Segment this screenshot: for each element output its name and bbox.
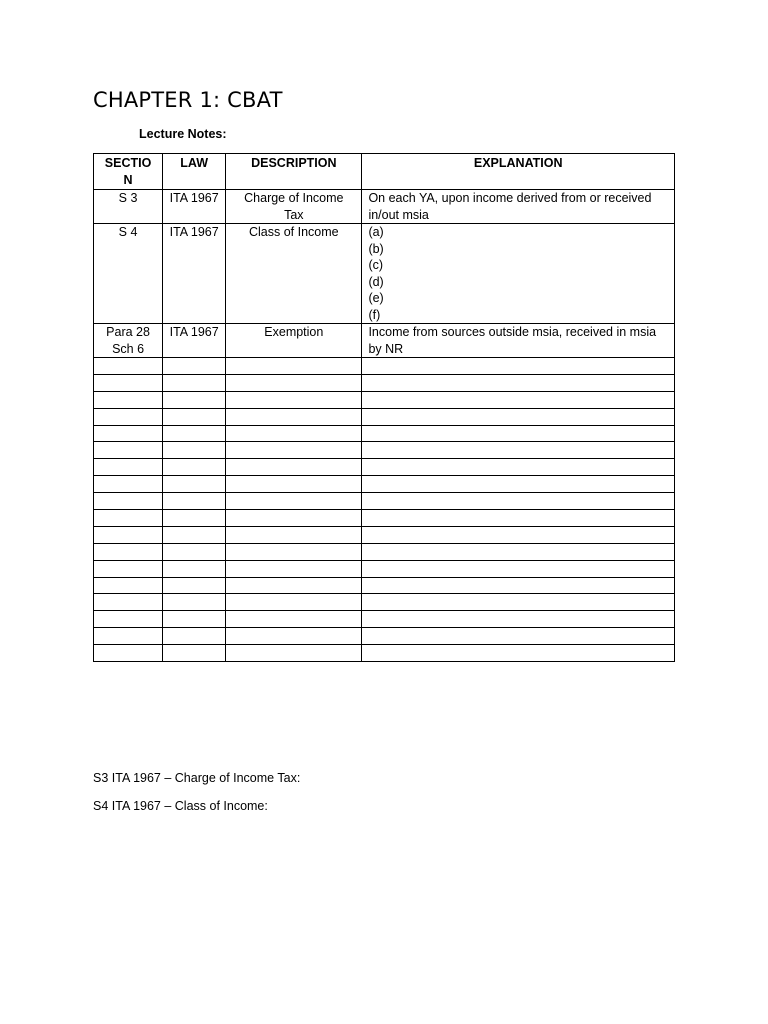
blank-cell: [163, 459, 226, 476]
lecture-notes-label: Lecture Notes:: [139, 127, 227, 141]
blank-cell: [94, 391, 163, 408]
blank-cell: [163, 577, 226, 594]
header-description: DESCRIPTION: [226, 154, 362, 190]
blank-cell: [226, 374, 362, 391]
cell-law: ITA 1967: [163, 190, 226, 224]
blank-cell: [94, 577, 163, 594]
blank-cell: [226, 358, 362, 375]
blank-table-row: [94, 645, 675, 662]
cell-text: (d): [368, 274, 384, 289]
blank-cell: [94, 442, 163, 459]
header-law: LAW: [163, 154, 226, 190]
cell-section: [94, 224, 163, 324]
blank-table-row: [94, 526, 675, 543]
cell-text: Class of Income: [249, 225, 339, 239]
footnote-s4: S4 ITA 1967 – Class of Income:: [93, 799, 268, 813]
blank-cell: [163, 476, 226, 493]
table-row: [94, 324, 675, 358]
blank-cell: [226, 611, 362, 628]
cell-text: Tax: [284, 207, 304, 222]
blank-cell: [94, 594, 163, 611]
blank-cell: [94, 560, 163, 577]
footnote-s3: S3 ITA 1967 – Charge of Income Tax:: [93, 771, 301, 785]
blank-cell: [226, 543, 362, 560]
blank-cell: [362, 476, 675, 493]
blank-cell: [226, 645, 362, 662]
blank-cell: [362, 391, 675, 408]
blank-table-row: [94, 510, 675, 527]
blank-cell: [362, 577, 675, 594]
blank-table-row: [94, 611, 675, 628]
blank-cell: [362, 425, 675, 442]
blank-cell: [94, 526, 163, 543]
blank-cell: [362, 442, 675, 459]
blank-cell: [362, 560, 675, 577]
cell-text: in/out msia: [368, 207, 429, 222]
blank-table-row: [94, 425, 675, 442]
blank-table-row: [94, 391, 675, 408]
cell-law: ITA 1967: [163, 224, 226, 324]
blank-cell: [163, 408, 226, 425]
cell-explanation: [362, 224, 675, 324]
blank-cell: [226, 628, 362, 645]
blank-cell: [163, 543, 226, 560]
header-section-line: SECTIO: [104, 156, 152, 170]
cell-explanation: [362, 190, 675, 224]
blank-cell: [226, 425, 362, 442]
cell-text: (c): [368, 258, 384, 272]
cell-text: Charge of Income: [244, 191, 344, 205]
cell-text: (f): [368, 307, 381, 322]
blank-cell: [94, 374, 163, 391]
header-explanation: EXPLANATION: [362, 154, 675, 190]
blank-cell: [362, 459, 675, 476]
blank-cell: [163, 611, 226, 628]
blank-cell: [362, 358, 675, 375]
cell-text: Exemption: [264, 325, 324, 339]
page-title: CHAPTER 1: CBAT: [93, 88, 283, 112]
blank-cell: [163, 493, 226, 510]
blank-cell: [226, 493, 362, 510]
blank-cell: [163, 628, 226, 645]
blank-cell: [163, 645, 226, 662]
blank-cell: [94, 476, 163, 493]
cell-section: [94, 324, 163, 358]
blank-cell: [94, 628, 163, 645]
blank-cell: [226, 577, 362, 594]
cell-description: [226, 190, 362, 224]
header-section: [94, 154, 163, 190]
blank-cell: [94, 543, 163, 560]
blank-cell: [163, 391, 226, 408]
blank-cell: [362, 543, 675, 560]
blank-cell: [226, 476, 362, 493]
cell-explanation: [362, 324, 675, 358]
blank-table-row: [94, 493, 675, 510]
blank-table-row: [94, 594, 675, 611]
blank-cell: [362, 628, 675, 645]
blank-cell: [226, 442, 362, 459]
blank-cell: [94, 425, 163, 442]
blank-cell: [94, 611, 163, 628]
cell-text: Para 28: [106, 325, 150, 339]
cell-description: [226, 324, 362, 358]
blank-table-row: [94, 358, 675, 375]
blank-cell: [94, 408, 163, 425]
header-section-line: N: [123, 172, 133, 187]
blank-cell: [163, 358, 226, 375]
cell-text: S 4: [118, 225, 138, 239]
blank-cell: [163, 425, 226, 442]
blank-cell: [226, 560, 362, 577]
cell-text: Income from sources outside msia, received in msia: [368, 325, 657, 339]
blank-cell: [226, 408, 362, 425]
blank-cell: [94, 645, 163, 662]
blank-table-row: [94, 442, 675, 459]
blank-table-row: [94, 408, 675, 425]
blank-table-row: [94, 560, 675, 577]
blank-table-row: [94, 476, 675, 493]
blank-cell: [362, 493, 675, 510]
blank-table-row: [94, 543, 675, 560]
blank-cell: [362, 611, 675, 628]
cell-text: (b): [368, 241, 384, 256]
blank-table-row: [94, 628, 675, 645]
blank-cell: [362, 374, 675, 391]
blank-table-row: [94, 459, 675, 476]
blank-cell: [163, 374, 226, 391]
blank-cell: [362, 408, 675, 425]
cell-section: [94, 190, 163, 224]
blank-cell: [226, 594, 362, 611]
blank-cell: [94, 493, 163, 510]
cell-text: (e): [368, 291, 384, 305]
blank-cell: [94, 510, 163, 527]
blank-cell: [94, 459, 163, 476]
blank-table-row: [94, 577, 675, 594]
cell-description: [226, 224, 362, 324]
blank-table-row: [94, 374, 675, 391]
blank-cell: [163, 594, 226, 611]
blank-cell: [226, 526, 362, 543]
blank-cell: [226, 391, 362, 408]
blank-cell: [163, 510, 226, 527]
cell-text: S 3: [118, 191, 138, 205]
blank-cell: [226, 510, 362, 527]
blank-cell: [362, 645, 675, 662]
cell-text: Sch 6: [112, 341, 145, 356]
blank-cell: [163, 442, 226, 459]
blank-cell: [163, 526, 226, 543]
blank-cell: [362, 510, 675, 527]
blank-cell: [226, 459, 362, 476]
blank-cell: [94, 358, 163, 375]
cell-law: ITA 1967: [163, 324, 226, 358]
cell-text: by NR: [368, 341, 404, 356]
blank-cell: [362, 526, 675, 543]
lecture-notes-table: [93, 153, 675, 662]
table-row: [94, 190, 675, 224]
table-row: [94, 224, 675, 324]
blank-cell: [362, 594, 675, 611]
cell-text: (a): [368, 225, 384, 239]
blank-cell: [163, 560, 226, 577]
cell-text: On each YA, upon income derived from or received: [368, 191, 652, 205]
table-header-row: [94, 154, 675, 190]
